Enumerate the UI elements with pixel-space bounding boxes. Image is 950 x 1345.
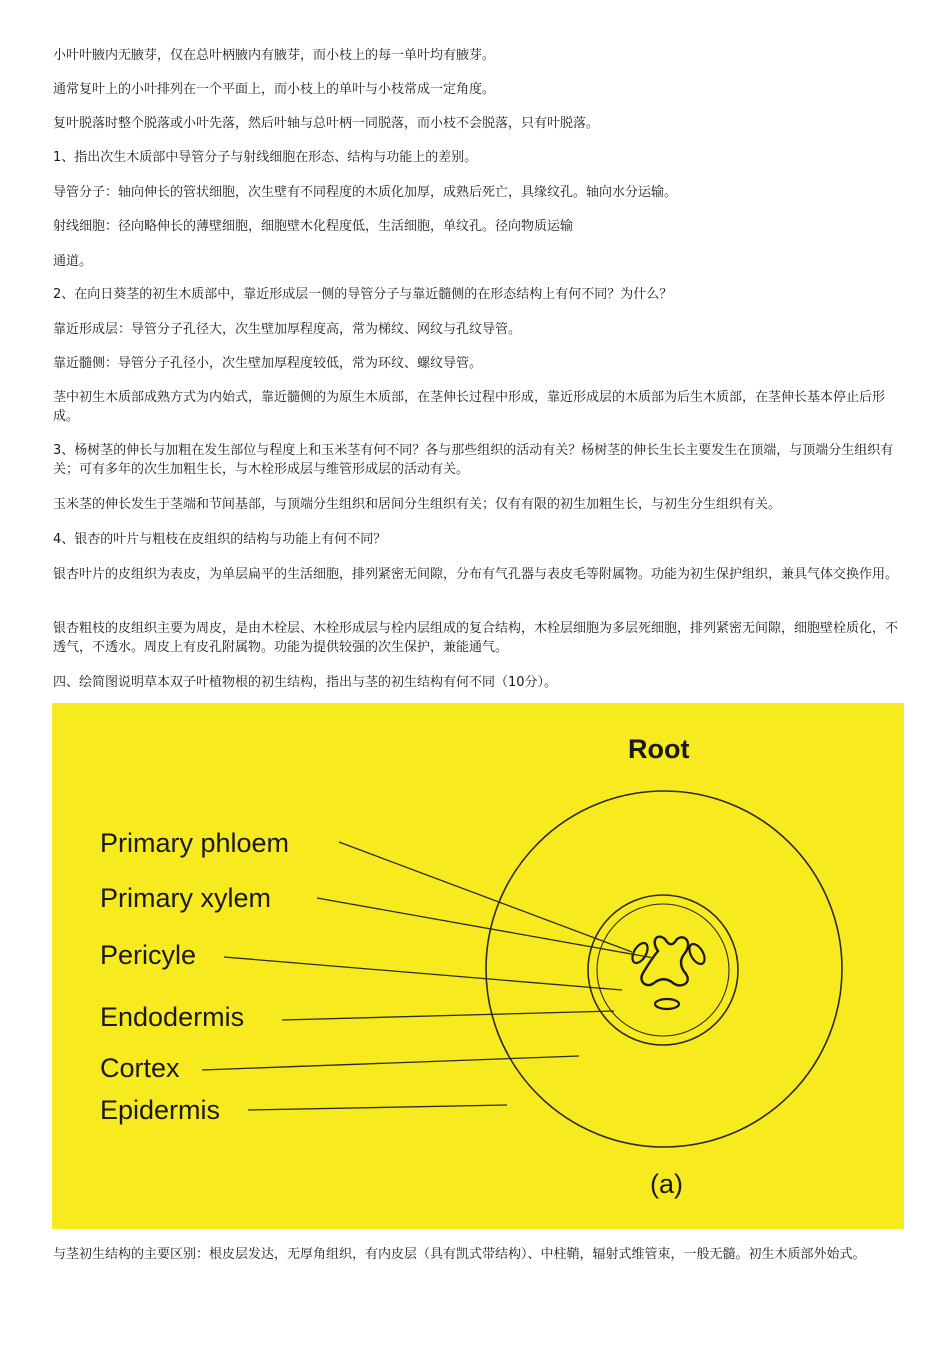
paragraph: 靠近髓侧：导管分子孔径小，次生壁加厚程度较低，常为环纹、螺纹导管。 bbox=[53, 356, 483, 371]
question-heading: 1、指出次生木质部中导管分子与射线细胞在形态、结构与功能上的差别。 bbox=[53, 150, 478, 165]
endodermis-circle bbox=[588, 895, 738, 1045]
leader-line bbox=[282, 1011, 614, 1020]
leader-line bbox=[339, 842, 632, 952]
question-heading: 3、杨树茎的伸长与加粗在发生部位与程度上和玉米茎有何不同？各与那些组织的活动有关？杨树茎的伸长生长主要发生在顶端，与顶端分生组织有关；可有多年的次生加粗生长，与木栓形成层与维管形成层的活动有关。 bbox=[53, 443, 894, 477]
label-epidermis: Epidermis bbox=[100, 1095, 221, 1125]
paragraph: 茎中初生木质部成熟方式为内始式，靠近髓侧的为原生木质部，在茎伸长过程中形成，靠近形成层的木质部为后生木质部，在茎伸长基本停止后形成。 bbox=[53, 390, 886, 424]
paragraph: 复叶脱落时整个脱落或小叶先落，然后叶轴与总叶柄一同脱落，而小枝不会脱落，只有叶脱落。 bbox=[53, 116, 600, 131]
question-heading: 四、绘简图说明草本双子叶植物根的初生结构，指出与茎的初生结构有何不同（10分）。 bbox=[53, 675, 558, 690]
label-endodermis: Endodermis bbox=[100, 1002, 245, 1032]
phloem-strand bbox=[686, 941, 707, 966]
epidermis-circle bbox=[486, 791, 842, 1147]
paragraph: 玉米茎的伸长发生于茎端和节间基部，与顶端分生组织和居间分生组织有关；仅有有限的初生加粗生长，与初生分生组织有关。 bbox=[53, 497, 782, 512]
paragraph: 银杏叶片的皮组织为表皮，为单层扁平的生活细胞，排列紧密无间隙，分布有气孔器与表皮毛等附属物。功能为初生保护组织，兼具气体交换作用。 bbox=[53, 567, 899, 582]
pericycle-circle bbox=[597, 904, 729, 1036]
question-heading: 2、在向日葵茎的初生木质部中，靠近形成层一侧的导管分子与靠近髓侧的在形态结构上有何不同？为什么？ bbox=[53, 287, 673, 302]
paragraph: 通常复叶上的小叶排列在一个平面上，而小枝上的单叶与小枝常成一定角度。 bbox=[53, 82, 496, 97]
label-primary-xylem: Primary xylem bbox=[100, 883, 272, 913]
root-diagram-figure bbox=[52, 703, 904, 1229]
primary-xylem-shape bbox=[641, 937, 688, 986]
paragraph: 靠近形成层：导管分子孔径大，次生壁加厚程度高，常为梯纹、网纹与孔纹导管。 bbox=[53, 322, 522, 337]
figure-title: Root bbox=[628, 734, 690, 764]
paragraph: 射线细胞：径向略伸长的薄壁细胞，细胞壁木化程度低，生活细胞，单纹孔。径向物质运输 bbox=[53, 219, 574, 234]
leader-line bbox=[248, 1105, 507, 1110]
leader-line bbox=[317, 898, 654, 958]
root-diagram bbox=[52, 703, 904, 1229]
question-heading: 4、银杏的叶片与粗枝在皮组织的结构与功能上有何不同？ bbox=[53, 532, 387, 547]
figure-caption: (a) bbox=[650, 1169, 683, 1199]
phloem-strand bbox=[655, 999, 679, 1009]
leader-line bbox=[202, 1056, 579, 1070]
paragraph: 通道。 bbox=[53, 254, 93, 269]
paragraph: 银杏粗枝的皮组织主要为周皮，是由木栓层、木栓形成层与栓内层组成的复合结构，木栓层细胞为多层死细胞，排列紧密无间隙，细胞壁栓质化，不透气，不透水。周皮上有皮孔附属物。功能为提供较强的次生保护，兼能通气。 bbox=[53, 621, 899, 655]
label-primary-phloem: Primary phloem bbox=[100, 828, 290, 858]
paragraph: 小叶叶腋内无腋芽，仅在总叶柄腋内有腋芽，而小枝上的每一单叶均有腋芽。 bbox=[53, 48, 496, 63]
leader-line bbox=[224, 957, 622, 990]
label-pericycle: Pericyle bbox=[100, 940, 197, 970]
label-cortex: Cortex bbox=[100, 1053, 180, 1083]
phloem-strand bbox=[629, 940, 650, 965]
footer-paragraph: 与茎初生结构的主要区别：根皮层发达，无厚角组织，有内皮层（具有凯式带结构）、中柱鞘，辐射式维管束，一般无髓。初生木质部外始式。 bbox=[53, 1247, 866, 1262]
paragraph: 导管分子：轴向伸长的管状细胞，次生壁有不同程度的木质化加厚，成熟后死亡，具缘纹孔。轴向水分运输。 bbox=[53, 185, 678, 200]
